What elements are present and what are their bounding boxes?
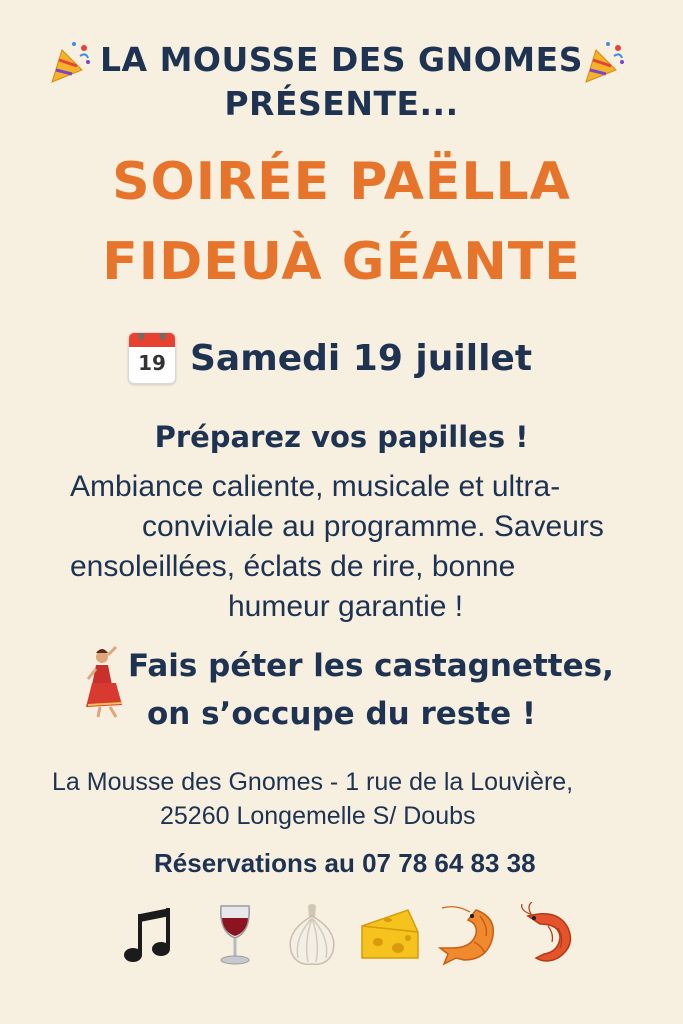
header-presents: PRÉSENTE...: [224, 84, 459, 123]
reservation-phone: Réservations au 07 78 64 83 38: [154, 848, 536, 878]
prawn-icon: [518, 902, 578, 968]
description-line: ensoleillées, éclats de rire, bonne: [70, 550, 516, 583]
food-icon-row: [0, 902, 683, 972]
description-line: conviviale au programme. Saveurs: [142, 510, 604, 543]
shrimp-icon: [436, 902, 496, 968]
event-date-row: [128, 328, 532, 388]
calendar-icon: [128, 332, 176, 384]
garlic-icon: [282, 902, 342, 968]
calendar-day: 19: [138, 351, 166, 375]
venue-address-line2: 25260 Longemelle S/ Doubs: [160, 802, 476, 830]
event-date: Samedi 19 juillet: [190, 337, 533, 379]
wine-glass-icon: [205, 902, 265, 968]
description-line: Ambiance caliente, musicale et ultra-: [70, 470, 561, 503]
description-heading: Préparez vos papilles !: [154, 420, 529, 454]
cheese-icon: [358, 902, 418, 968]
slogan-line2: on s’occupe du reste !: [146, 696, 537, 732]
slogan-line1: Fais péter les castagnettes,: [128, 648, 614, 684]
header-presenter: LA MOUSSE DES GNOMES: [100, 40, 583, 79]
music-notes-icon: [120, 902, 180, 968]
venue-address-line1: La Mousse des Gnomes - 1 rue de la Louvière,: [52, 768, 574, 796]
description-line: humeur garantie !: [228, 590, 464, 623]
event-title-line2: FIDEUÀ GÉANTE: [102, 232, 581, 292]
event-title-line1: SOIRÉE PAËLLA: [112, 152, 571, 212]
